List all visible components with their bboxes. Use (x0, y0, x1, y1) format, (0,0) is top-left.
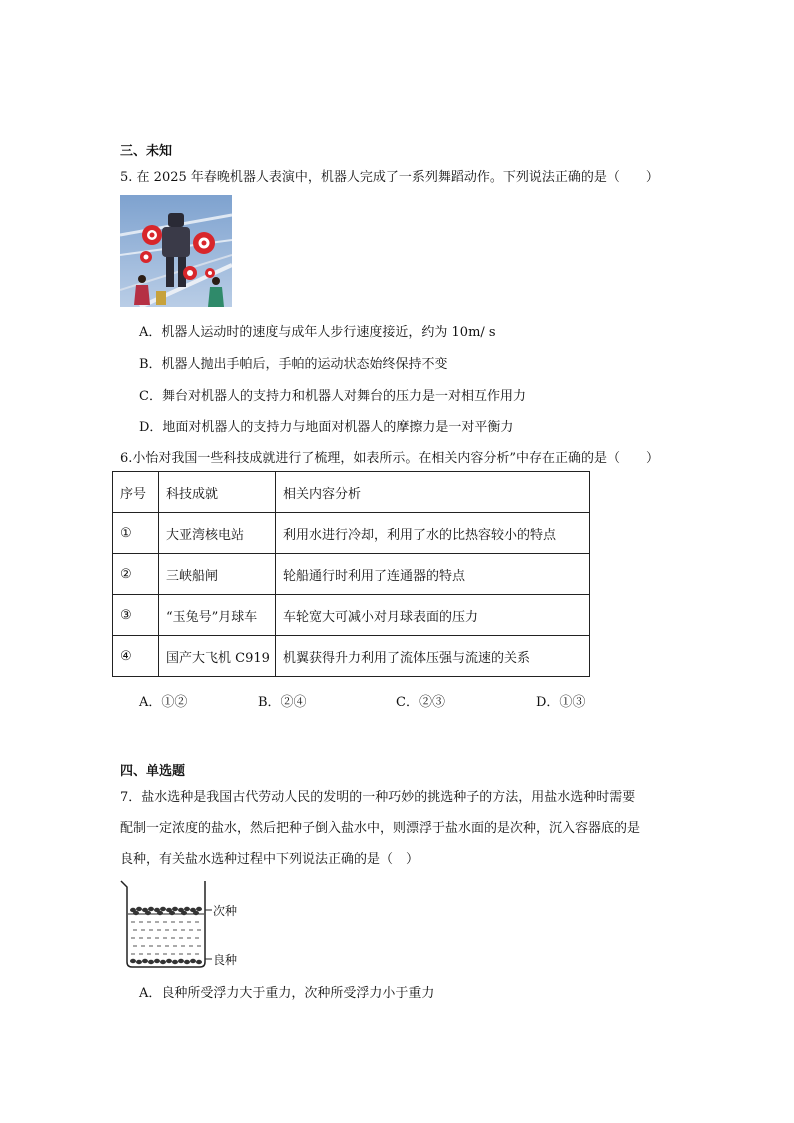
table-cell: 车轮宽大可减小对月球表面的压力 (276, 595, 590, 636)
table-cell: ② (113, 554, 159, 595)
table-cell: 三峡船闸 (159, 554, 276, 595)
table-cell: 国产大飞机 C919 (159, 636, 276, 677)
section-heading-4: 四、单选题 (120, 764, 186, 779)
section-heading-3: 三、未知 (120, 144, 173, 159)
question-7-stem-line-1: 7．盐水选种是我国古代劳动人民的发明的一种巧妙的挑选种子的方法，用盐水选种时需要 (120, 790, 636, 805)
question-5-option-d: D．地面对机器人的支持力与地面对机器人的摩擦力是一对平衡力 (139, 420, 514, 435)
table-row (113, 636, 590, 677)
table-cell: 轮船通行时利用了连通器的特点 (276, 554, 590, 595)
question-6-stem: 6.小怡对我国一些科技成就进行了梳理，如表所示。在相关内容分析”中存在正确的是（ ） (120, 451, 660, 466)
question-6-option-a: A．①② (139, 695, 188, 710)
inferior-seed-label: 次种 (213, 904, 238, 918)
question-5-option-a: A．机器人运动时的速度与成年人步行速度接近，约为 10m/ s (139, 325, 496, 340)
table-cell: 大亚湾核电站 (159, 513, 276, 554)
table-header-cell: 科技成就 (159, 472, 276, 513)
question-6-option-d: D．①③ (536, 695, 586, 710)
table-cell: 利用水进行冷却，利用了水的比热容较小的特点 (276, 513, 590, 554)
question-6-option-b: B．②④ (258, 695, 307, 710)
question-7-stem-line-3: 良种，有关盐水选种过程中下列说法正确的是（ ） (120, 852, 420, 867)
table-row (113, 595, 590, 636)
good-seed-label: 良种 (213, 953, 238, 967)
robot-performance-photo (120, 195, 232, 307)
question-6-option-c: C．②③ (396, 695, 445, 710)
question-5-option-b: B．机器人抛出手帕后，手帕的运动状态始终保持不变 (139, 357, 448, 372)
question-5-option-c: C．舞台对机器人的支持力和机器人对舞台的压力是一对相互作用力 (139, 389, 526, 404)
question-7-stem-line-2: 配制一定浓度的盐水，然后把种子倒入盐水中，则漂浮于盐水面的是次种，沉入容器底的是 (120, 821, 641, 836)
question-5-stem: 5. 在 2025 年春晚机器人表演中，机器人完成了一系列舞蹈动作。下列说法正确的是（ ） (120, 170, 659, 185)
table-cell: ③ (113, 595, 159, 636)
table-header-row (113, 472, 590, 513)
table-header-cell: 序号 (113, 472, 159, 513)
science-achievements-table (112, 471, 590, 677)
table-cell: 机翼获得升力利用了流体压强与流速的关系 (276, 636, 590, 677)
table-cell: “玉兔号”月球车 (159, 595, 276, 636)
table-row (113, 513, 590, 554)
table-cell: ① (113, 513, 159, 554)
table-header-cell: 相关内容分析 (276, 472, 590, 513)
question-7-option-a: A．良种所受浮力大于重力，次种所受浮力小于重力 (139, 986, 435, 1001)
table-row (113, 554, 590, 595)
table-cell: ④ (113, 636, 159, 677)
